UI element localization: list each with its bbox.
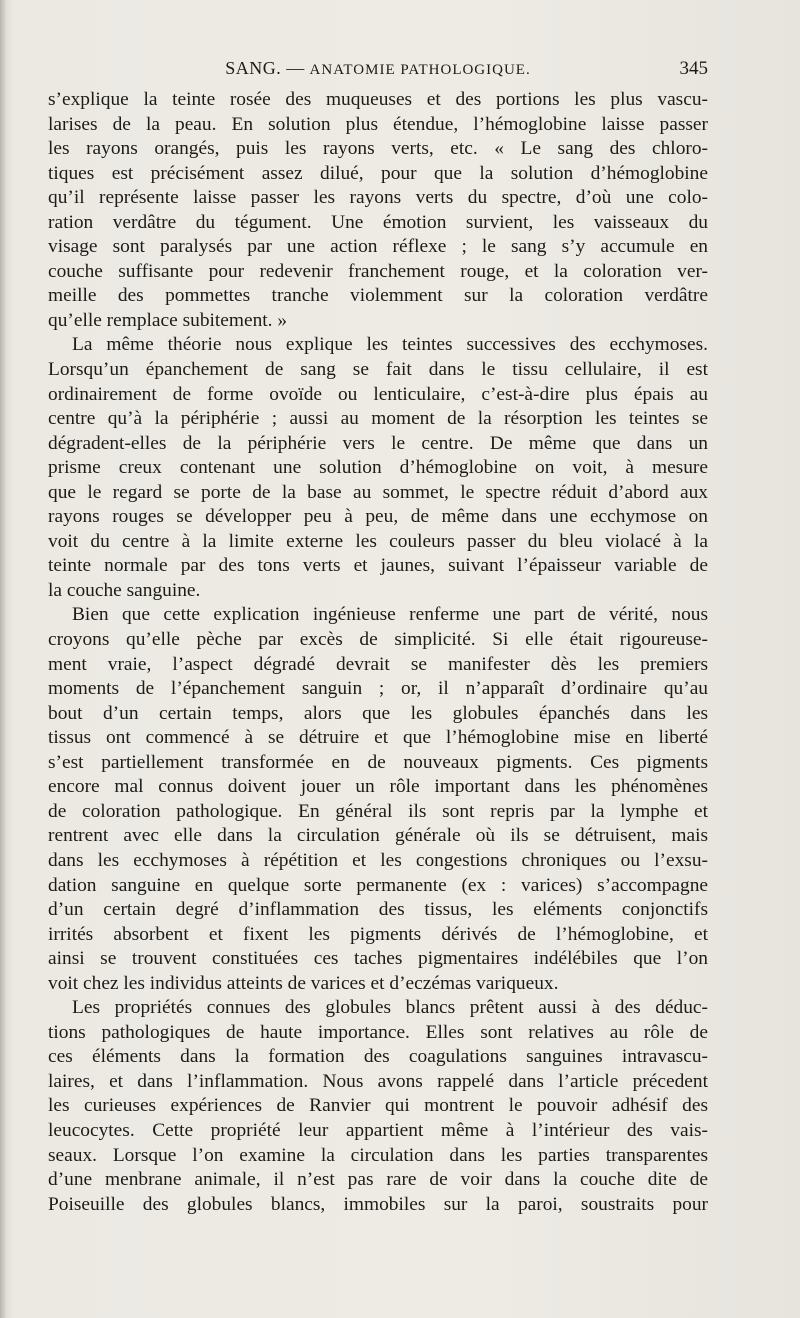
running-header: [48, 58, 708, 84]
text-line: laires, et dans l’inflammation. Nous avons rappelé dans l’article précedent: [48, 1070, 708, 1092]
text-line: qu’il représente laisse passer les rayons verts du spectre, d’où une colo-: [48, 187, 708, 209]
text-line: voit du centre à la limite externe les couleurs passer du bleu violacé à la: [48, 530, 708, 552]
text-line: moments de l’épanchement sanguin ; or, il n’apparaît d’ordinaire qu’au: [48, 678, 708, 700]
text-line: teinte normale par des tons verts et jaunes, suivant l’épaisseur variable de: [48, 555, 708, 577]
text-line: encore mal connus doivent jouer un rôle important dans les phénomènes: [48, 776, 708, 798]
text-line: voit chez les individus atteints de varices et d’eczémas variqueux.: [48, 972, 559, 994]
text-line: Poiseuille des globules blancs, immobiles sur la paroi, soustraits pour: [48, 1193, 708, 1215]
text-line: ment vraie, l’aspect dégradé devrait se manifester dès les premiers: [48, 653, 708, 675]
text-line: d’une menbrane animale, il n’est pas rare de voir dans la couche dite de: [48, 1169, 708, 1191]
text-line: d’un certain degré d’inflammation des tissus, les eléments conjonctifs: [48, 899, 708, 921]
running-title-main: SANG. —: [225, 58, 305, 78]
text-line: Bien que cette explication ingénieuse renferme une part de vérité, nous: [72, 604, 708, 626]
page-number: 345: [679, 58, 708, 79]
text-line: couche suffisante pour redevenir franchement rouge, et la coloration ver-: [48, 260, 708, 282]
text-line: prisme creux contenant une solution d’hémoglobine on voit, à mesure: [48, 457, 708, 479]
text-line: de coloration pathologique. En général ils sont repris par la lymphe et: [48, 800, 708, 822]
text-line: rayons rouges se développer peu à peu, de même dans une ecchymose on: [48, 506, 708, 528]
text-line: s’explique la teinte rosée des muqueuses et des portions les plus vascu-: [48, 89, 708, 110]
text-line: leucocytes. Cette propriété leur appartient même à l’intérieur des vais-: [48, 1119, 708, 1141]
text-line: les curieuses expériences de Ranvier qui montrent le pouvoir adhésif des: [48, 1095, 708, 1117]
text-line: tiques est précisément assez dilué, pour que la solution d’hémoglobine: [48, 162, 708, 184]
text-line: meille des pommettes tranche violemment sur la coloration verdâtre: [48, 285, 708, 307]
text-line: ordinairement de forme ovoïde ou lenticulaire, c’est-à-dire plus épais au: [48, 383, 708, 405]
running-title-sub: ANATOMIE PATHOLOGIQUE.: [309, 62, 531, 78]
text-line: qu’elle remplace subitement. »: [48, 309, 288, 331]
text-line: tions pathologiques de haute importance. Elles sont relatives au rôle de: [48, 1021, 708, 1043]
text-line: dégradent-elles de la périphérie vers le centre. De même que dans un: [48, 432, 708, 454]
text-line: centre qu’à la périphérie ; aussi au moment de la résorption les teintes se: [48, 408, 708, 430]
text-line: les rayons orangés, puis les rayons verts, etc. « Le sang des chloro-: [48, 138, 708, 160]
text-line: larises de la peau. En solution plus étendue, l’hémoglobine laisse passer: [48, 113, 708, 135]
text-line: ration verdâtre du tégument. Une émotion survient, les vaisseaux du: [48, 211, 708, 233]
text-line: seaux. Lorsque l’on examine la circulation dans les parties transparentes: [48, 1144, 708, 1166]
text-line: que le regard se porte de la base au sommet, le spectre réduit d’abord aux: [48, 481, 708, 503]
text-line: tissus ont commencé à se détruire et que l’hémoglobine mise en liberté: [48, 727, 708, 749]
text-line: visage sont paralysés par une action réflexe ; le sang s’y accumule en: [48, 236, 708, 258]
text-line: Les propriétés connues des globules blancs prêtent aussi à des déduc-: [72, 997, 708, 1019]
text-line: ainsi se trouvent constituées ces taches pigmentaires indélébiles que l’on: [48, 948, 708, 970]
text-line: irrités absorbent et fixent les pigments dérivés de l’hémoglobine, et: [48, 923, 708, 945]
text-line: dation sanguine en quelque sorte permanente (ex : varices) s’accompagne: [48, 874, 708, 896]
text-line: ces éléments dans la formation des coagulations sanguines intravascu-: [48, 1046, 708, 1068]
text-line: bout d’un certain temps, alors que les globules épanchés dans les: [48, 702, 708, 724]
page-spine-shadow: [0, 0, 6, 1318]
text-line: dans les ecchymoses à répétition et les congestions chroniques ou l’exsu-: [48, 849, 708, 871]
text-line: La même théorie nous explique les teintes successives des ecchymoses.: [72, 334, 708, 356]
text-line: croyons qu’elle pèche par excès de simplicité. Si elle était rigoureuse-: [48, 629, 708, 651]
text-line: s’est partiellement transformée en de nouveaux pigments. Ces pigments: [48, 751, 708, 773]
body-text: [48, 88, 708, 1217]
running-title: [48, 58, 708, 79]
text-line: la couche sanguine.: [48, 579, 201, 601]
text-line: Lorsqu’un épanchement de sang se fait dans le tissu cellulaire, il est: [48, 359, 708, 381]
text-line: rentrent avec elle dans la circulation générale où ils se détruisent, mais: [48, 825, 708, 847]
